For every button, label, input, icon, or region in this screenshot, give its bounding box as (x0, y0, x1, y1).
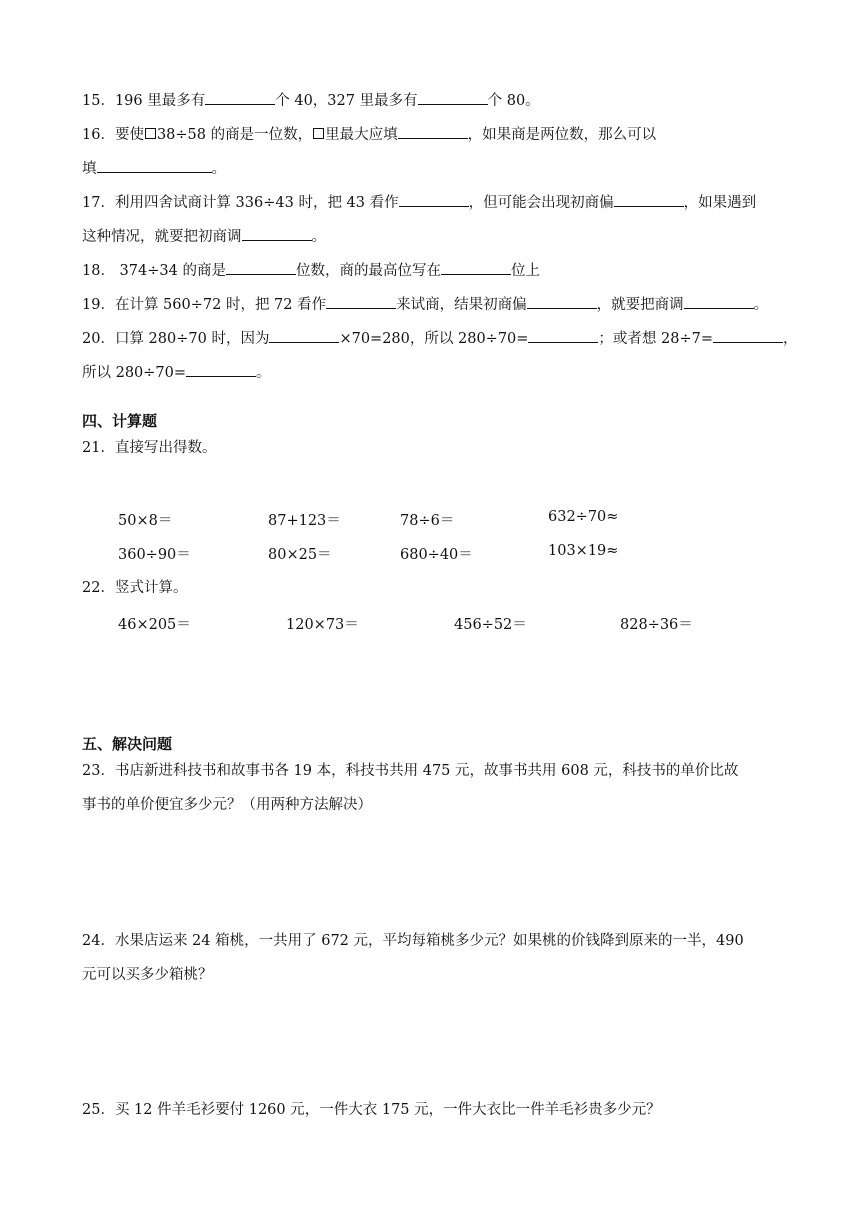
question-text: ×70=280，所以 280÷70= (339, 331, 529, 347)
answer-blank[interactable] (97, 157, 212, 173)
question-text: 要使 (114, 127, 144, 143)
question-text: 所以 280÷70= (82, 365, 187, 381)
question-23 (82, 761, 738, 781)
question-text: ，如果遇到 (683, 195, 757, 211)
question-number: 25． (82, 1102, 115, 1118)
question-text: 196 里最多有 (114, 93, 206, 109)
question-text: 来试商，结果初商偏 (396, 297, 527, 313)
question-number: 17． (82, 195, 115, 211)
section-title-calculation: 四、计算题 (82, 412, 158, 430)
question-text: ， (783, 331, 798, 347)
answer-blank[interactable] (614, 191, 684, 207)
square-box-icon (145, 128, 156, 139)
question-15 (82, 89, 540, 111)
question-25 (82, 1100, 661, 1120)
question-text: ；或者想 28÷7= (598, 331, 714, 347)
question-text: ，如果商是两位数，那么可以 (467, 127, 657, 143)
expression: 120×73＝ (286, 617, 359, 633)
answer-blank[interactable] (226, 259, 296, 275)
expression: 103×19≈ (548, 543, 619, 559)
question-number: 22． (82, 580, 115, 596)
question-text: 。 (311, 229, 326, 245)
answer-blank[interactable] (441, 259, 511, 275)
question-text: 在计算 560÷72 时，把 72 看作 (114, 297, 327, 313)
question-text: 。 (753, 297, 769, 313)
question-17-cont (82, 225, 326, 247)
answer-blank[interactable] (528, 327, 598, 343)
answer-blank[interactable] (684, 293, 754, 309)
square-box-icon (313, 128, 324, 139)
question-text: 元可以买多少箱桃？ (82, 967, 213, 983)
answer-blank[interactable] (326, 293, 396, 309)
answer-blank[interactable] (269, 327, 339, 343)
question-text: 。 (211, 161, 226, 177)
question-text: 利用四舍试商计算 336÷43 时，把 43 看作 (114, 195, 399, 211)
expression: 828÷36＝ (620, 617, 693, 633)
answer-blank[interactable] (399, 191, 469, 207)
question-20-cont (82, 361, 271, 383)
answer-blank[interactable] (242, 225, 312, 241)
expression: 456÷52＝ (454, 617, 527, 633)
question-text: 直接写出得数。 (114, 440, 217, 456)
question-number: 24． (82, 933, 115, 949)
question-24 (82, 931, 744, 951)
question-number: 15． (82, 93, 115, 109)
question-text: 口算 280÷70 时，因为 (114, 331, 270, 347)
question-22 (82, 578, 187, 598)
answer-blank[interactable] (418, 89, 488, 105)
question-16-cont (82, 157, 226, 179)
question-20 (82, 327, 798, 349)
answer-blank[interactable] (205, 89, 275, 105)
question-text: 里最大应填 (325, 127, 398, 143)
question-text: 填 (82, 161, 97, 177)
question-text: ，但可能会出现初商偏 (468, 195, 614, 211)
question-18 (82, 259, 540, 281)
question-text: 。 (256, 365, 271, 381)
question-19 (82, 293, 768, 315)
question-number: 16． (82, 127, 115, 143)
answer-blank[interactable] (186, 361, 256, 377)
expression: 360÷90＝ (118, 547, 191, 563)
expression: 50×8＝ (118, 513, 173, 529)
question-text: 374÷34 的商是 (114, 263, 226, 279)
question-text: 事书的单价便宜多少元？（用两种方法解决） (82, 797, 372, 813)
expression: 78÷6＝ (400, 513, 455, 529)
expression: 632÷70≈ (548, 509, 619, 525)
question-number: 18． (82, 263, 115, 279)
expression: 87+123＝ (268, 513, 341, 529)
question-text: 买 12 件羊毛衫要付 1260 元，一件大衣 175 元，一件大衣比一件羊毛衫贵多少元？ (114, 1102, 661, 1118)
answer-blank[interactable] (398, 123, 468, 139)
question-number: 19． (82, 297, 115, 313)
question-text: 位数，商的最高位写在 (295, 263, 441, 279)
answer-blank[interactable] (713, 327, 783, 343)
question-16 (82, 123, 656, 145)
question-text: 书店新进科技书和故事书各 19 本，科技书共用 475 元，故事书共用 608 元，科技书的单价比故 (114, 763, 739, 779)
question-23-cont (82, 795, 372, 815)
question-24-cont (82, 965, 213, 985)
question-text: 位上 (510, 263, 540, 279)
question-number: 20． (82, 331, 115, 347)
question-text: 竖式计算。 (114, 580, 188, 596)
question-number: 21． (82, 440, 115, 456)
expression: 680÷40＝ (400, 547, 473, 563)
section-title-problem-solving: 五、解决问题 (82, 735, 173, 753)
question-text: 个 80。 (487, 93, 540, 109)
question-text: 这种情况，就要把初商调 (82, 229, 242, 245)
question-text: 38÷58 的商是一位数， (156, 127, 313, 143)
expression: 46×205＝ (118, 617, 191, 633)
question-17 (82, 191, 756, 213)
expression: 80×25＝ (268, 547, 332, 563)
question-text: ，就要把商调 (596, 297, 684, 313)
question-text: 个 40，327 里最多有 (275, 93, 418, 109)
question-text: 水果店运来 24 箱桃，一共用了 672 元，平均每箱桃多少元？如果桃的价钱降到原来的一半，490 (114, 933, 744, 949)
answer-blank[interactable] (527, 293, 597, 309)
question-21 (82, 438, 216, 458)
question-number: 23． (82, 763, 115, 779)
